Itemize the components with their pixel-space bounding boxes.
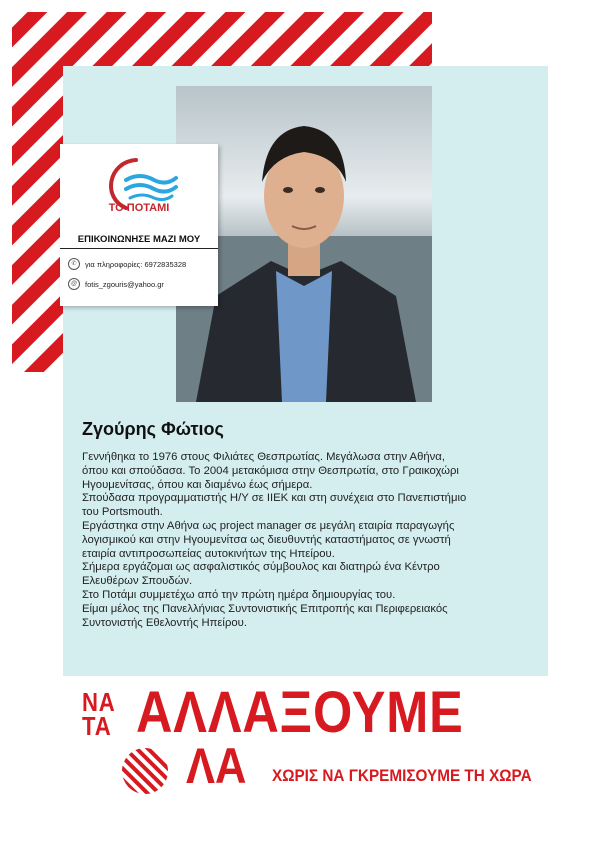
slogan-main: ΑΛΛΑΞΟΥΜΕ	[136, 680, 464, 745]
phone-text: για πληροφορίες: 6972835328	[85, 259, 187, 269]
brand-name: ΤΟ ΠΟΤΑΜΙ	[108, 202, 170, 214]
email-icon: @	[68, 278, 80, 290]
bio-line: Γεννήθηκα το 1976 στους Φιλιάτες Θεσπρωτίας. Μεγάλωσα στην Αθήνα,	[82, 451, 445, 463]
contact-card	[60, 144, 218, 306]
slogan-la: ΛΑ	[186, 738, 247, 794]
bio-line: Εργάστηκα στην Αθήνα ως project manager σε μεγάλη εταιρία παραγωγής	[82, 519, 455, 532]
candidate-name: Ζγούρης Φώτιος	[82, 419, 224, 439]
bio-line: Ηγουμενίτσας, όπου και διαμένω έως σήμερα.	[82, 478, 313, 491]
bio-line: Σήμερα εργάζομαι ως ασφαλιστικός σύμβουλος και διατηρώ ένα Κέντρο	[82, 561, 440, 574]
bio-line: Σπούδασα προγραμματιστής Η/Υ σε ΙΙΕΚ και στη συνέχεια στο Πανεπιστήμιο	[82, 492, 467, 505]
email-text: fotis_zgouris@yahoo.gr	[85, 279, 164, 289]
slogan-prefix	[82, 687, 116, 741]
bio-line: λογισμικού και στην Ηγουμενίτσα ως διευθυντής καταστήματος σε γνωστή	[82, 533, 451, 546]
slogan-subtitle: ΧΩΡΙΣ ΝΑ ΓΚΡΕΜΙΣΟΥΜΕ ΤΗ ΧΩΡΑ	[272, 766, 532, 785]
bio-line: όπου και σπούδασα. Το 2004 μετακόμισα στην Θεσπρωτία, στο Γραικοχώρι	[82, 464, 459, 477]
bio-line: Είμαι μέλος της Πανελλήνιας Συντονιστικής Επιτροπής και Περιφερειακός	[82, 602, 448, 615]
slogan-ta: ΤΑ	[82, 711, 112, 741]
bio-line: Στο Ποτάμι συμμετέχω από την πρώτη ημέρα δημιουργίας του.	[82, 588, 396, 601]
striped-circle-emblem	[121, 747, 169, 795]
bio-line: Συντονιστής Εθελοντής Ηπείρου.	[82, 616, 247, 629]
slogan-na: ΝΑ	[82, 687, 116, 717]
bio-line: του Portsmouth.	[82, 506, 163, 519]
phone-icon: ✆	[68, 258, 80, 270]
bio-line: Ελευθέρων Σπουδών.	[82, 575, 193, 588]
speech-bubble-tail	[440, 648, 500, 676]
contact-heading: ΕΠΙΚΟΙΝΩΝΗΣΕ ΜΑΖΙ ΜΟΥ	[77, 234, 201, 245]
bio-text	[82, 451, 534, 630]
bio-line: εταιρία αντιπροσωπείας αυτοκινήτων της Ηπείρου.	[82, 547, 335, 560]
phone-row[interactable]	[68, 258, 186, 270]
divider	[60, 248, 218, 249]
email-row[interactable]	[68, 278, 164, 290]
